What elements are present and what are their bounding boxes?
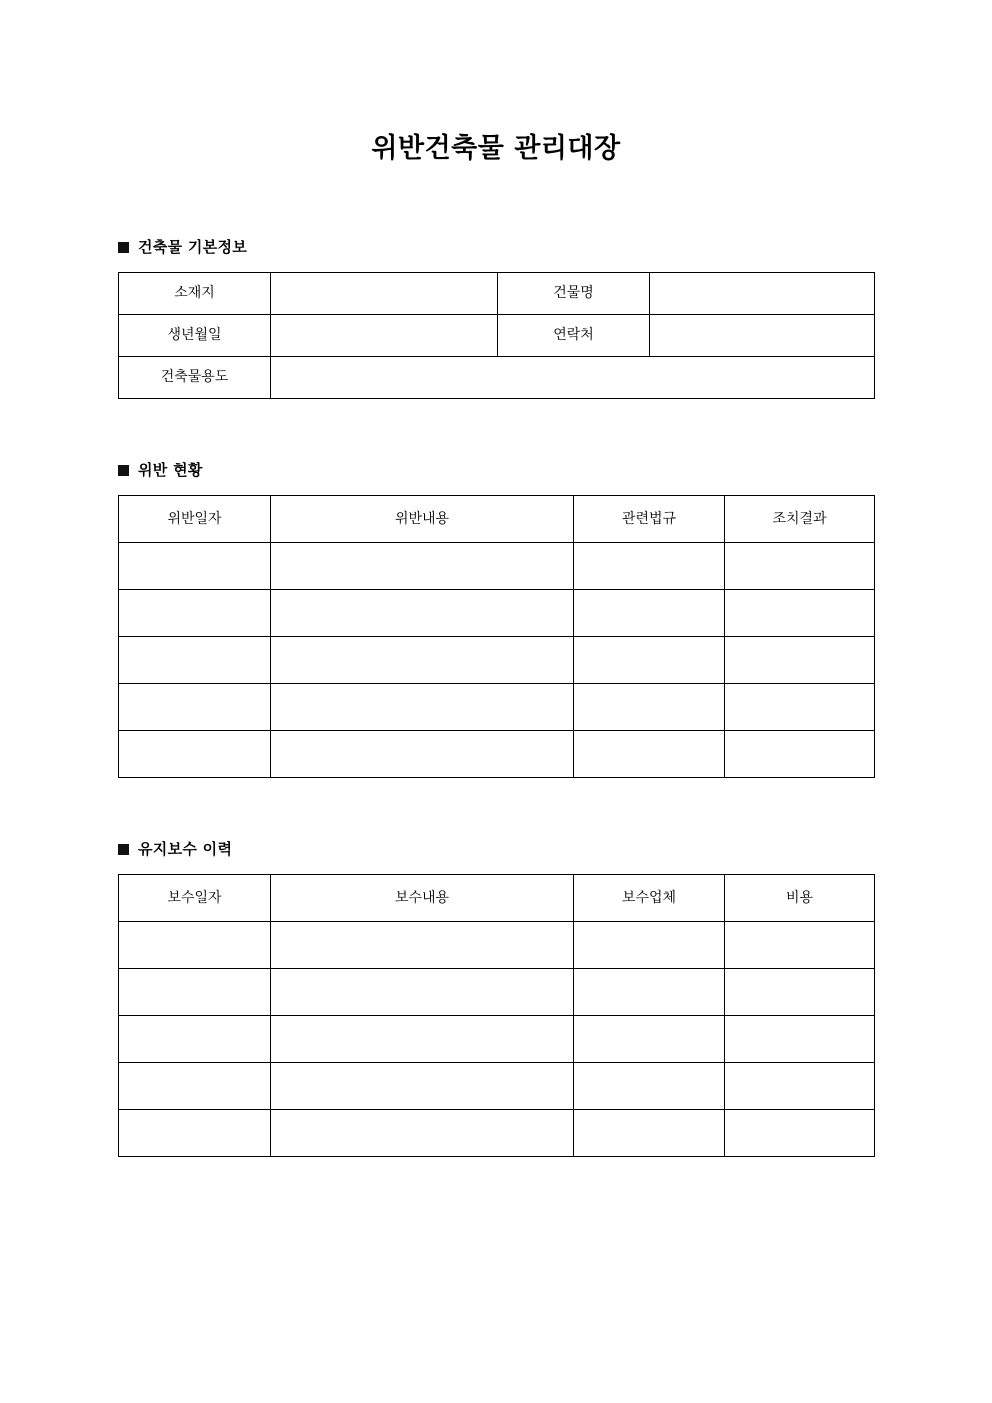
section-heading-violation-status (118, 461, 874, 479)
cell-violation-date[interactable] (119, 637, 271, 684)
cell-related-law[interactable] (574, 637, 725, 684)
cell-violation-detail[interactable] (271, 543, 574, 590)
cell-repair-detail[interactable] (271, 969, 574, 1016)
table-row (119, 684, 875, 731)
cell-violation-date[interactable] (119, 543, 271, 590)
filled-square-bullet-icon (118, 844, 129, 855)
table-row (119, 590, 875, 637)
cell-repair-company[interactable] (574, 1110, 725, 1157)
table-row (119, 543, 875, 590)
cell-cost[interactable] (725, 922, 875, 969)
cell-repair-detail[interactable] (271, 1110, 574, 1157)
cell-related-law[interactable] (574, 731, 725, 778)
column-header-repair-detail: 보수내용 (271, 875, 574, 922)
cell-repair-company[interactable] (574, 1063, 725, 1110)
cell-repair-detail[interactable] (271, 922, 574, 969)
table-row (119, 1063, 875, 1110)
cell-related-law[interactable] (574, 684, 725, 731)
column-header-related-law: 관련법규 (574, 496, 725, 543)
cell-violation-detail[interactable] (271, 590, 574, 637)
page-title: 위반건축물 관리대장 (371, 133, 621, 164)
table-row (119, 637, 875, 684)
spacer (118, 858, 874, 874)
filled-square-bullet-icon (118, 242, 129, 253)
basic-info-table (118, 272, 875, 399)
label-cell-building-use: 건축물용도 (119, 357, 271, 399)
cell-action-result[interactable] (725, 543, 875, 590)
cell-cost[interactable] (725, 1063, 875, 1110)
cell-violation-date[interactable] (119, 590, 271, 637)
cell-repair-date[interactable] (119, 1016, 271, 1063)
input-cell-contact[interactable] (650, 315, 875, 357)
cell-cost[interactable] (725, 1110, 875, 1157)
cell-repair-detail[interactable] (271, 1016, 574, 1063)
cell-repair-date[interactable] (119, 969, 271, 1016)
input-cell-building-name[interactable] (650, 273, 875, 315)
column-header-repair-date: 보수일자 (119, 875, 271, 922)
table-row (119, 273, 875, 315)
table-row (119, 357, 875, 399)
cell-repair-date[interactable] (119, 1063, 271, 1110)
cell-related-law[interactable] (574, 543, 725, 590)
label-cell-contact: 연락처 (498, 315, 650, 357)
column-header-cost: 비용 (725, 875, 875, 922)
spacer (118, 256, 874, 272)
table-row (119, 1016, 875, 1063)
cell-repair-company[interactable] (574, 922, 725, 969)
cell-violation-detail[interactable] (271, 684, 574, 731)
cell-action-result[interactable] (725, 684, 875, 731)
filled-square-bullet-icon (118, 465, 129, 476)
cell-repair-date[interactable] (119, 922, 271, 969)
cell-cost[interactable] (725, 969, 875, 1016)
table-row (119, 315, 875, 357)
cell-violation-date[interactable] (119, 684, 271, 731)
table-header-row (119, 496, 875, 543)
table-row (119, 922, 875, 969)
section-heading-label: 건축물 기본정보 (138, 238, 248, 257)
section-heading-label: 유지보수 이력 (138, 840, 233, 859)
input-cell-building-use[interactable] (271, 357, 875, 399)
cell-action-result[interactable] (725, 731, 875, 778)
section-heading-label: 위반 현황 (138, 461, 203, 480)
cell-violation-detail[interactable] (271, 731, 574, 778)
cell-violation-date[interactable] (119, 731, 271, 778)
section-heading-basic-info (118, 238, 874, 256)
column-header-violation-date: 위반일자 (119, 496, 271, 543)
label-cell-address: 소재지 (119, 273, 271, 315)
section-heading-maintenance-history (118, 840, 874, 858)
spacer (118, 479, 874, 495)
cell-action-result[interactable] (725, 590, 875, 637)
cell-repair-detail[interactable] (271, 1063, 574, 1110)
label-cell-birthdate: 생년월일 (119, 315, 271, 357)
cell-violation-detail[interactable] (271, 637, 574, 684)
maintenance-history-table (118, 874, 875, 1157)
cell-repair-company[interactable] (574, 1016, 725, 1063)
violation-status-table (118, 495, 875, 778)
label-cell-building-name: 건물명 (498, 273, 650, 315)
input-cell-birthdate[interactable] (271, 315, 498, 357)
cell-cost[interactable] (725, 1016, 875, 1063)
table-row (119, 731, 875, 778)
cell-repair-date[interactable] (119, 1110, 271, 1157)
table-row (119, 1110, 875, 1157)
column-header-action-result: 조치결과 (725, 496, 875, 543)
cell-action-result[interactable] (725, 637, 875, 684)
column-header-violation-detail: 위반내용 (271, 496, 574, 543)
input-cell-address[interactable] (271, 273, 498, 315)
cell-repair-company[interactable] (574, 969, 725, 1016)
column-header-repair-company: 보수업체 (574, 875, 725, 922)
cell-related-law[interactable] (574, 590, 725, 637)
table-row (119, 969, 875, 1016)
table-header-row (119, 875, 875, 922)
